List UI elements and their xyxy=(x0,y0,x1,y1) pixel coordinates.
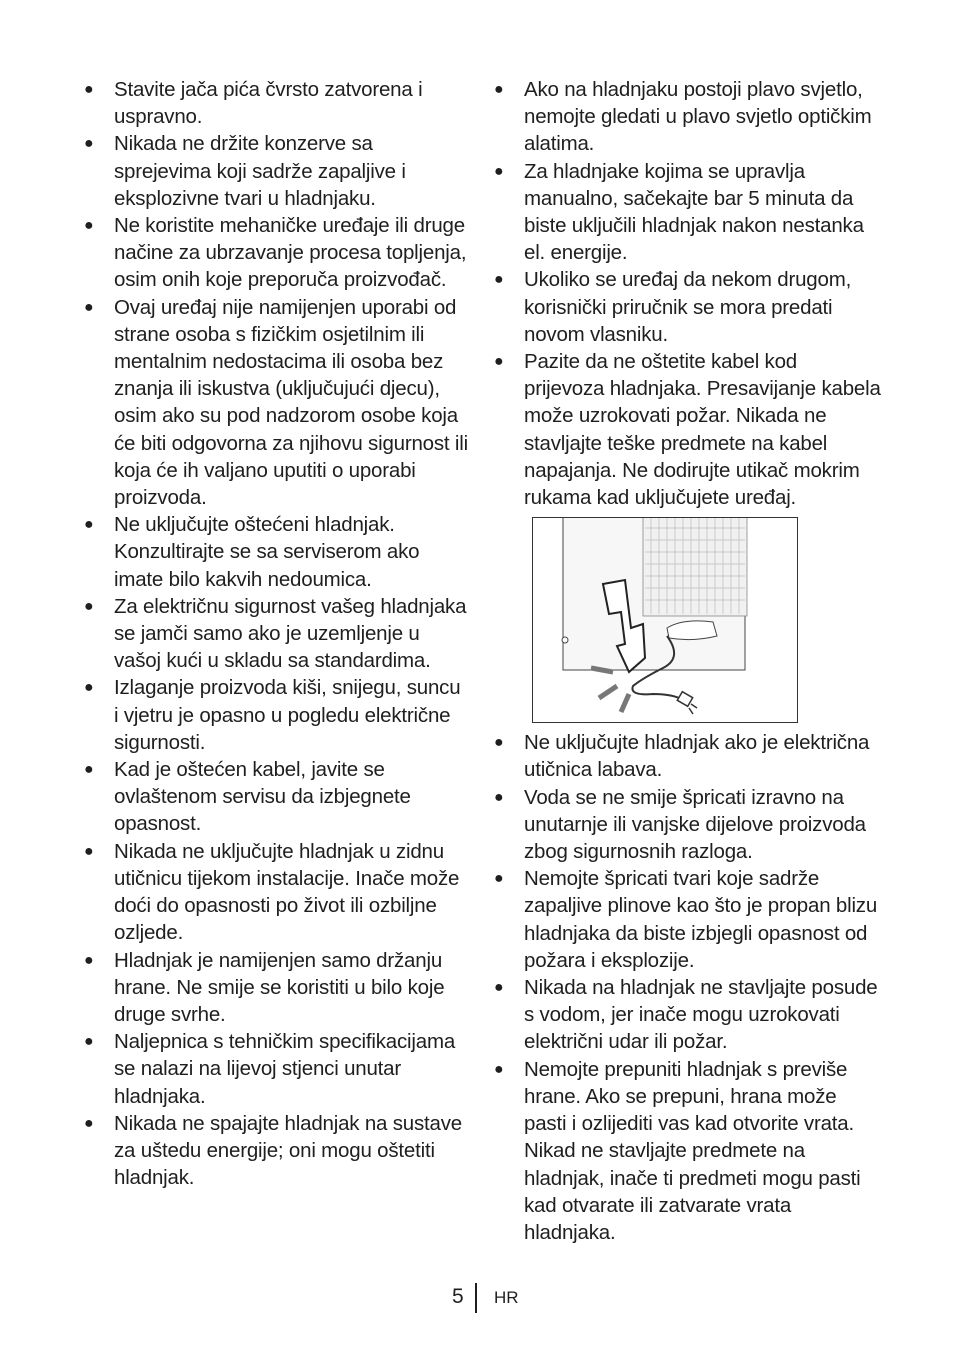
fridge-plug-warning-icon xyxy=(533,518,797,722)
bullet-icon: ● xyxy=(84,1114,94,1132)
page-footer xyxy=(0,1283,954,1313)
left-column xyxy=(80,76,470,1191)
list-item: ● Ako na hladnjaku postoji plavo svjetlo, nemojte gledati u plavo svjetlo optičkim alatima. xyxy=(494,78,872,156)
right-bullet-list-top xyxy=(490,76,882,511)
bullet-icon: ● xyxy=(84,761,94,779)
right-column xyxy=(490,76,882,1246)
bullet-icon: ● xyxy=(84,81,94,98)
bullet-icon: ● xyxy=(494,353,504,371)
bullet-icon: ● xyxy=(494,1060,504,1078)
bullet-icon: ● xyxy=(84,516,94,534)
list-item: ● Nemojte špricati tvari koje sadrže zapaljive plinove kao što je propan blizu hladnjaka da biste izbjegli opasnost od požara i eksplozije. xyxy=(494,867,878,972)
list-item: ● Ne koristite mehaničke uređaje ili druge načine za ubrzavanje procesa topljenja, osim onih koje preporuča proizvođač. xyxy=(84,214,467,292)
bullet-icon: ● xyxy=(494,81,504,98)
list-item: ● Nikada na hladnjak ne stavljajte posude s vodom, jer inače mogu uzrokovati električni udar ili požar. xyxy=(494,976,878,1054)
bullet-icon: ● xyxy=(84,679,94,697)
left-bullet-list xyxy=(80,76,470,1191)
footer-divider xyxy=(475,1283,477,1313)
list-item: ● Kad je oštećen kabel, javite se ovlaštenom servisu da izbjegnete opasnost. xyxy=(84,758,411,836)
page-number: 5 xyxy=(452,1285,464,1308)
list-item: ● Ukoliko se uređaj da nekom drugom, korisnički priručnik se mora predati novom vlasniku. xyxy=(494,268,852,346)
language-code: HR xyxy=(494,1288,519,1307)
list-item: ● Nikada ne uključujte hladnjak u zidnu utičnicu tijekom instalacije. Inače može doći do opasnosti po život ili ozbiljne ozljede. xyxy=(84,839,460,945)
bullet-icon: ● xyxy=(84,597,94,615)
fridge-cable-illustration xyxy=(532,517,798,723)
list-item: ● Ovaj uređaj nije namijenjen uporabi od strane osoba s fizičkim osjetilnim ili mentalnim nedostacima ili osoba bez znanja ili iskustva (uključujući djecu), osim ako su pod nadzorom osobe koja će biti odgovorna za njihovu sigurnost ili koja će ih valjano uputiti o uporabi proizvoda. xyxy=(84,295,468,510)
list-item: ● Izlaganje proizvoda kiši, snijegu, suncu i vjetru je opasno u pogledu električne sigurnosti. xyxy=(84,676,461,754)
list-item: ● Za električnu sigurnost vašeg hladnjaka se jamči samo ako je uzemljenje u vašoj kući u skladu sa standardima. xyxy=(84,594,467,673)
list-item: ● Naljepnica s tehničkim specifikacijama se nalazi na lijevoj stjenci unutar hladnjaka. xyxy=(84,1030,456,1108)
list-item: ● Hladnjak je namijenjen samo držanju hrane. Ne smije se koristiti u bilo koje druge svrhe. xyxy=(84,948,445,1026)
list-item: ● Pazite da ne oštetite kabel kod prijevoza hladnjaka. Presavijanje kabela može uzrokovati požar. Nikada ne stavljajte teške predmete na kabel napajanja. Ne dodirujte utikač mokrim rukama kad uključujete uređaj. xyxy=(494,350,881,510)
bullet-icon: ● xyxy=(494,271,504,289)
bullet-icon: ● xyxy=(84,842,94,860)
bullet-icon: ● xyxy=(84,135,94,153)
bullet-icon: ● xyxy=(84,298,94,316)
bullet-icon: ● xyxy=(494,979,504,997)
bullet-icon: ● xyxy=(494,162,504,180)
list-item: ● Za hladnjake kojima se upravlja manualno, sačekajte bar 5 minuta da biste uključili hladnjak nakon nestanka el. energije. xyxy=(494,159,864,265)
right-bullet-list-bottom xyxy=(490,729,882,1246)
list-item: ● Ne uključujte hladnjak ako je električna utičnica labava. xyxy=(494,731,870,782)
bullet-icon: ● xyxy=(494,734,504,752)
bullet-icon: ● xyxy=(494,870,504,888)
bullet-icon: ● xyxy=(84,951,94,969)
list-item: ● Voda se ne smije špricati izravno na unutarnje ili vanjske dijelove proizvoda zbog sigurnosnih razloga. xyxy=(494,785,866,864)
bullet-icon: ● xyxy=(494,788,504,806)
list-item: ● Nikada ne spajajte hladnjak na sustave za uštedu energije; oni mogu oštetiti hladnjak. xyxy=(84,1111,462,1190)
list-item: ● Nikada ne držite konzerve sa sprejevima koji sadrže zapaljive i eksplozivne tvari u hladnjaku. xyxy=(84,132,406,210)
list-item: ● Ne uključujte oštećeni hladnjak. Konzultirajte se sa serviserom ako imate bilo kakvih nedoumica. xyxy=(84,513,420,591)
list-item: ● Stavite jača pića čvrsto zatvorena i uspravno. xyxy=(84,78,423,129)
bullet-icon: ● xyxy=(84,1033,94,1051)
bullet-icon: ● xyxy=(84,217,94,235)
list-item: ● Nemojte prepuniti hladnjak s previše hrane. Ako se prepuni, hrana može pasti i ozlijediti vas kad otvorite vrata. Nikad ne stavljajte predmete na hladnjak, inače ti predmeti mogu pasti kad otvarate ili zatvarate vrata hladnjaka. xyxy=(494,1057,861,1244)
